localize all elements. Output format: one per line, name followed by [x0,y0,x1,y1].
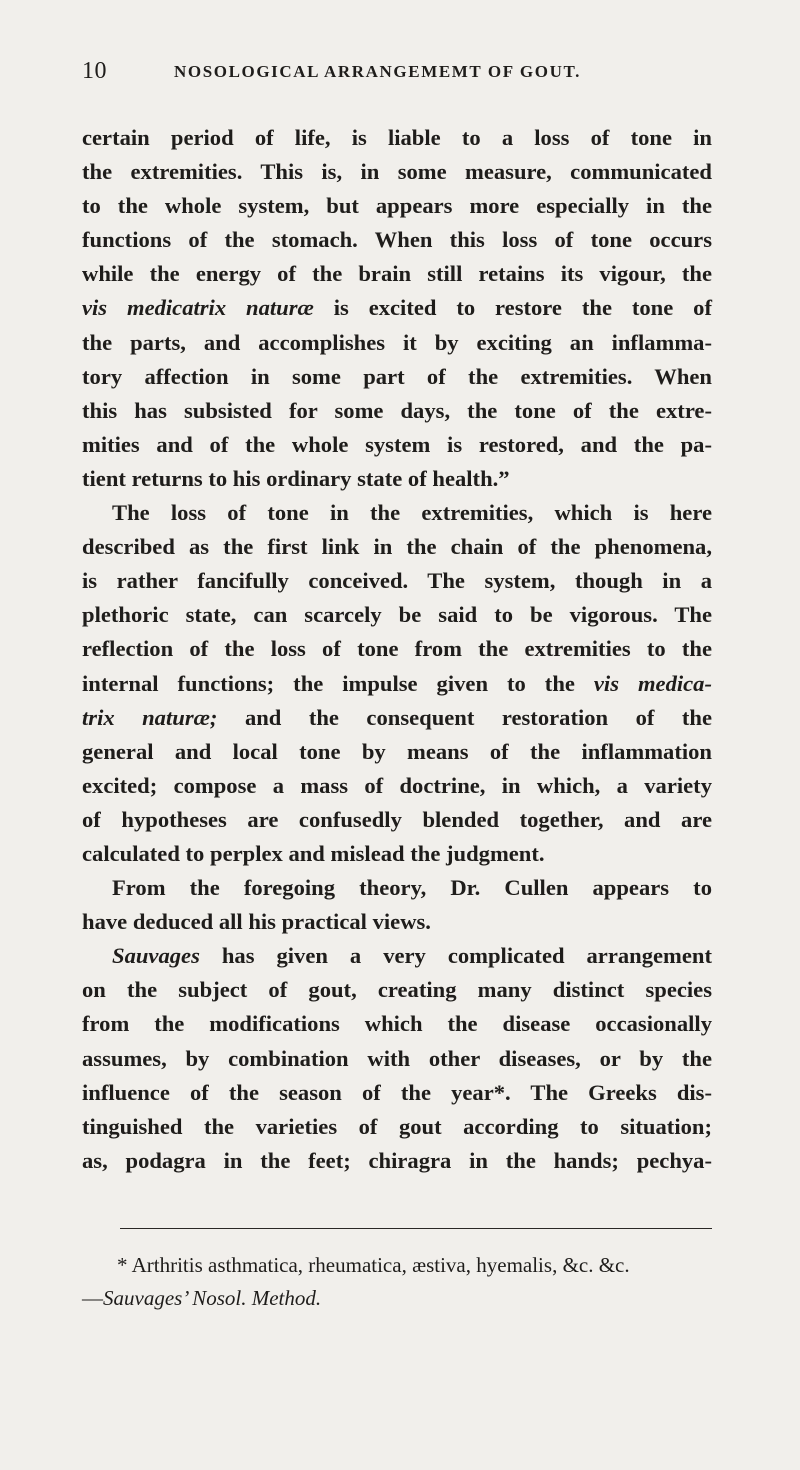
text-run: while the energy of the brain still retains its vigour, the [82,261,712,287]
text-line [82,223,712,257]
text-run: from the modifications which the disease occasionally [82,1011,712,1037]
text-line [82,973,712,1007]
footnote-line [82,1249,712,1282]
text-line [82,871,712,905]
italic-text: Sauvages’ Nosol. Method. [103,1286,322,1310]
text-line [82,1042,712,1076]
text-run: calculated to perplex and mislead the judgment. [82,840,545,866]
text-run: is rather fancifully conceived. The system, though in a [82,568,712,594]
page-number: 10 [82,58,107,84]
text-line [82,632,712,666]
italic-text: vis medica- [593,670,712,696]
text-run: to the whole system, but appears more especially in the [82,193,712,219]
text-run: reflection of the loss of tone from the extremities to the [82,636,712,662]
text-line [82,462,712,496]
running-title: NOSOLOGICAL ARRANGEMEMT OF GOUT. [174,62,581,81]
italic-text: vis medicatrix naturæ [82,295,314,321]
text-run: the parts, and accomplishes it by exciting an inflamma- [82,329,712,355]
text-run: the extremities. This is, in some measure, communicated [82,159,712,185]
footnote-line [82,1282,712,1315]
text-line [82,939,712,973]
text-run: influence of the season of the year*. The Greeks dis- [82,1079,712,1105]
text-run: tory affection in some part of the extremities. When [82,363,712,389]
text-line [82,1007,712,1041]
text-run: certain period of life, is liable to a loss of tone in [82,125,712,150]
text-line [82,1144,712,1178]
text-run: From the foregoing theory, Dr. Cullen appears to [112,875,712,901]
text-line [82,428,712,462]
text-run: is excited to restore the tone of [313,295,712,321]
text-line [82,564,712,598]
text-line [82,326,712,360]
page-header [82,58,712,88]
italic-text: Sauvages [112,943,200,969]
text-line [82,189,712,223]
text-run: excited; compose a mass of doctrine, in which, a variety [82,772,712,798]
text-line [82,121,712,155]
text-run: plethoric state, can scarcely be said to be vigorous. The [82,602,712,628]
body-text [82,121,712,1178]
text-line [82,735,712,769]
text-run: has given a very complicated arrangement [199,943,712,969]
text-line [82,837,712,871]
text-run: of hypotheses are confusedly blended together, and are [82,806,712,832]
text-run: tinguished the varieties of gout according to situation; [82,1113,712,1139]
text-run: general and local tone by means of the inflammation [82,738,712,764]
text-run: — [82,1286,103,1310]
text-run: The loss of tone in the extremities, which is here [112,500,712,526]
text-run: * Arthritis asthmatica, rheumatica, æstiva, hyemalis, &c. &c. [117,1253,630,1277]
footnotes [82,1249,712,1315]
text-line [82,769,712,803]
text-run: have deduced all his practical views. [82,909,431,935]
text-line [82,598,712,632]
text-run: mities and of the whole system is restored, and the pa- [82,431,712,457]
text-line [82,360,712,394]
text-line [82,257,712,291]
text-line [82,530,712,564]
text-line [82,667,712,701]
text-run: this has subsisted for some days, the tone of the extre- [82,397,712,423]
text-line [82,155,712,189]
text-line [82,803,712,837]
text-line [82,905,712,939]
text-run: on the subject of gout, creating many distinct species [82,977,712,1003]
text-run: and the consequent restoration of the [217,704,712,730]
text-line [82,291,712,325]
text-line [82,1110,712,1144]
italic-text: trix naturæ; [82,704,218,730]
text-run: functions of the stomach. When this loss of tone occurs [82,227,712,253]
text-run: tient returns to his ordinary state of health.” [82,465,510,491]
text-line [82,394,712,428]
text-run: described as the first link in the chain of the phenomena, [82,534,712,560]
text-run: as, podagra in the feet; chiragra in the hands; pechya- [82,1147,712,1173]
text-line [82,701,712,735]
text-run: assumes, by combination with other diseases, or by the [82,1045,712,1071]
text-run: internal functions; the impulse given to the [82,670,594,696]
footnote-divider [120,1228,712,1229]
text-line [82,496,712,530]
text-line [82,1076,712,1110]
